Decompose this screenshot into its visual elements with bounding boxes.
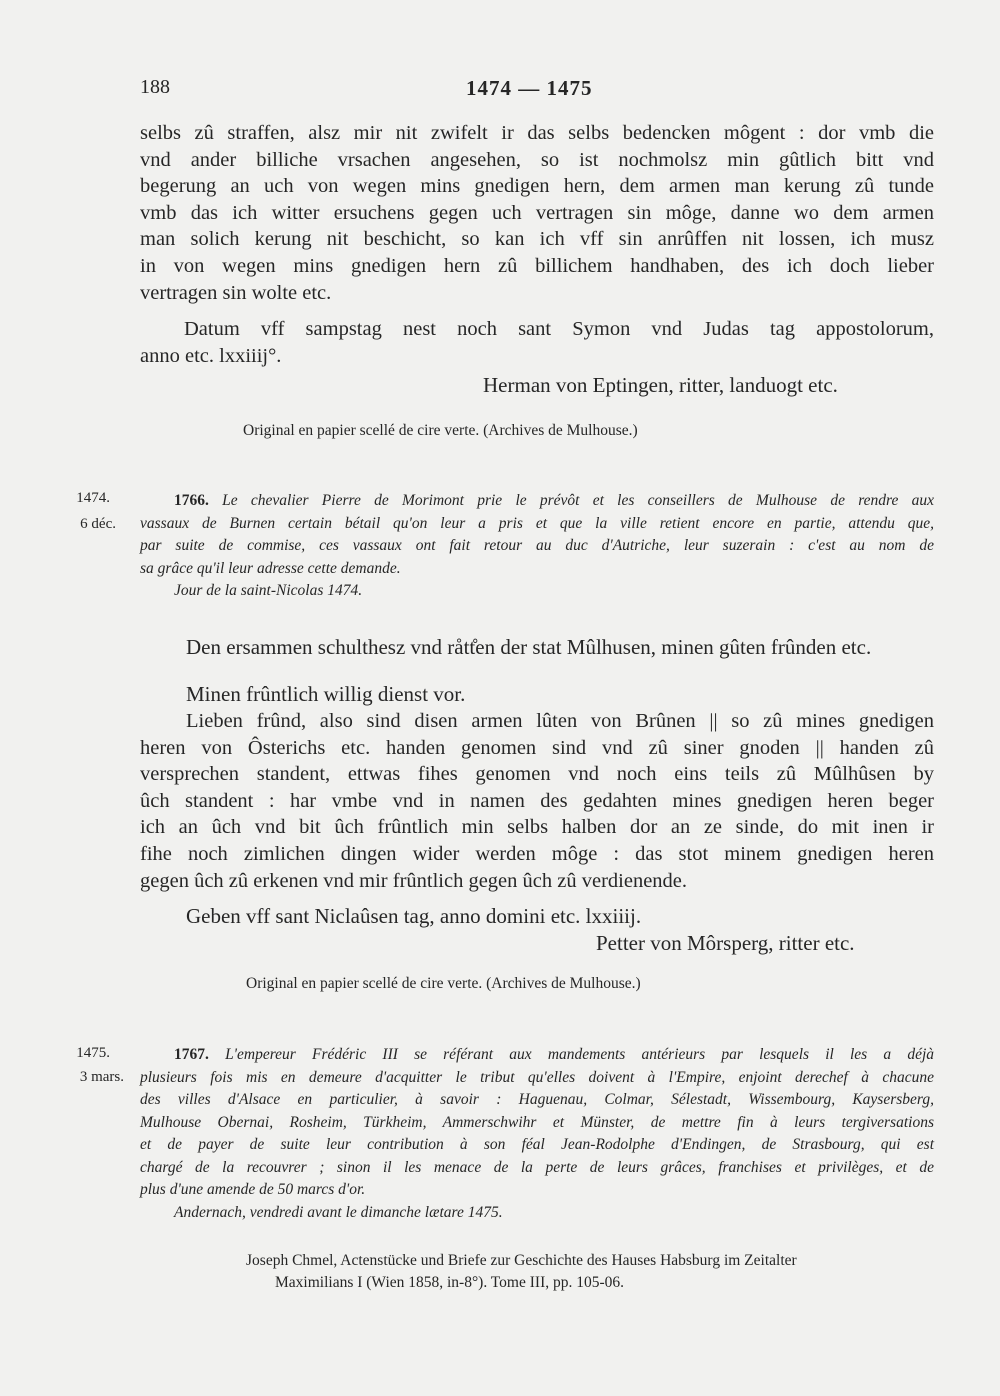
letter-line: vmb das ich witter ersuchens gegen uch vertragen sin môge, danne wo dem armen bbox=[140, 201, 934, 224]
page-number: 188 bbox=[140, 76, 170, 98]
letter-line: vertragen sin wolte etc. bbox=[140, 281, 332, 304]
body-line: Lieben frûnd, also sind disen armen lûten von Brûnen || so zû mines gnedigen bbox=[186, 710, 934, 732]
summary-line: et de payer de suite leur contribution à son féal Jean-Rodolphe d'Endingen, de Strasbourg, qui est bbox=[140, 1136, 934, 1153]
summary-line: L'empereur Frédéric III se référant aux mandements antérieurs par lesquels il les a déjà bbox=[225, 1046, 935, 1063]
margin-date: 3 mars. bbox=[79, 1069, 124, 1085]
letter-line: in von wegen mins gnedigen hern zû billichem handhaben, des ich doch lieber bbox=[140, 254, 934, 277]
signature-1766: Petter von Môrsperg, ritter etc. bbox=[596, 931, 855, 955]
letter-source: Original en papier scellé de cire verte. (Archives de Mulhouse.) bbox=[243, 422, 638, 439]
page-title: 1474 — 1475 bbox=[466, 76, 593, 100]
summary-line: Le chevalier Pierre de Morimont prie le prévôt et les conseillers de Mulhouse de rendre aux bbox=[222, 492, 935, 509]
body-line: ich an ûch vnd bit ûch frûntlich min selbs halben dor an ze sinde, do mit inen ir bbox=[140, 816, 934, 839]
letter-line: man solich kerung nit beschicht, so kan ich vff sin anrûffen nit lossen, ich musz bbox=[140, 228, 934, 251]
margin-date: 6 déc. bbox=[80, 516, 116, 532]
address: Den ersammen schulthesz vnd rått̊en der stat Mûlhusen, minen gûten frûnden etc. bbox=[186, 635, 872, 659]
letter-signature: Herman von Eptingen, ritter, landuogt etc. bbox=[483, 373, 838, 397]
letter-body bbox=[140, 120, 934, 306]
summary-line: Mulhouse Obernai, Rosheim, Türkheim, Ammerschwihr et Münster, de mettre fin à leurs tergiversations bbox=[140, 1113, 934, 1131]
dateline: Jour de la saint-Nicolas 1474. bbox=[174, 582, 363, 599]
margin-year: 1475. bbox=[76, 1045, 110, 1061]
margin-year: 1474. bbox=[76, 490, 110, 506]
regest-1766 bbox=[140, 490, 934, 603]
letter-line: vnd ander billiche vrsachen angesehen, so ist nochmolsz min gûtlich bitt vnd bbox=[140, 148, 934, 171]
letter-1766-body bbox=[140, 708, 934, 894]
body-line: ûch standent : har vmbe vnd in namen des gedahten mines gnedigen heren beger bbox=[140, 789, 934, 812]
summary-line: plusieurs fois mis en demeure d'acquitter le tribut qu'elles doivent à l'Empire, enjoint derechef à chacune bbox=[140, 1068, 934, 1086]
source-1767-line: Maximilians I (Wien 1858, in-8°). Tome III, pp. 105-06. bbox=[275, 1274, 625, 1291]
dateline: Andernach, vendredi avant le dimanche lætare 1475. bbox=[174, 1203, 503, 1221]
summary-line: vassaux de Burnen certain bétail qu'on leur a pris et que la ville retient encore en partie, attendu que, bbox=[140, 514, 934, 532]
letter-line: begerung an uch von wegen mins gnedigen hern, dem armen man kerung zû tunde bbox=[140, 175, 934, 198]
summary-line: sa grâce qu'il leur adresse cette demande. bbox=[140, 559, 401, 577]
entry-number: 1767. bbox=[174, 1046, 209, 1063]
letter-datum bbox=[140, 316, 934, 369]
body-line: gegen ûch zû erkenen vnd mir frûntlich gegen ûch zû verdienende. bbox=[140, 869, 688, 892]
summary-line: plus d'une amende de 50 marcs d'or. bbox=[140, 1181, 366, 1198]
summary-line: par suite de commise, ces vassaux ont fait retour au duc d'Autriche, leur suzerain : c'est au nom de bbox=[140, 537, 934, 554]
body-line: heren von Ôsterichs etc. handen genomen sind vnd zû siner gnoden || handen zû bbox=[140, 736, 934, 759]
summary-line: chargé de la recouvrer ; sinon il les menace de la perte de leurs grâces, franchises et privilèges, et de bbox=[140, 1158, 934, 1176]
entry-number: 1766. bbox=[174, 492, 209, 509]
datum-line: Datum vff sampstag nest noch sant Symon vnd Judas tag appostolorum, bbox=[184, 318, 934, 340]
geben-line: Geben vff sant Niclaûsen tag, anno domini etc. lxxiiij. bbox=[186, 904, 642, 928]
datum-line: anno etc. lxxiiij°. bbox=[140, 344, 282, 367]
greeting: Minen frûntlich willig dienst vor. bbox=[186, 682, 466, 706]
source-1766: Original en papier scellé de cire verte. (Archives de Mulhouse.) bbox=[246, 975, 641, 992]
body-line: versprechen standent, ettwas fihes genomen vnd noch eins teils zû Mûlhûsen by bbox=[140, 763, 934, 786]
body-line: fihe noch zimlichen dingen wider werden môge : das stot minem gnedigen heren bbox=[140, 842, 934, 865]
source-1767-line: Joseph Chmel, Actenstücke und Briefe zur Geschichte des Hauses Habsburg im Zeitalter bbox=[246, 1252, 797, 1269]
summary-line: des villes d'Alsace en particulier, à savoir : Haguenau, Colmar, Sélestadt, Wissembourg, Kaysersberg, bbox=[140, 1091, 934, 1108]
regest-1767 bbox=[140, 1044, 934, 1224]
letter-line: selbs zû straffen, alsz mir nit zwifelt ir das selbs bedencken môgent : dor vmb die bbox=[140, 122, 934, 144]
